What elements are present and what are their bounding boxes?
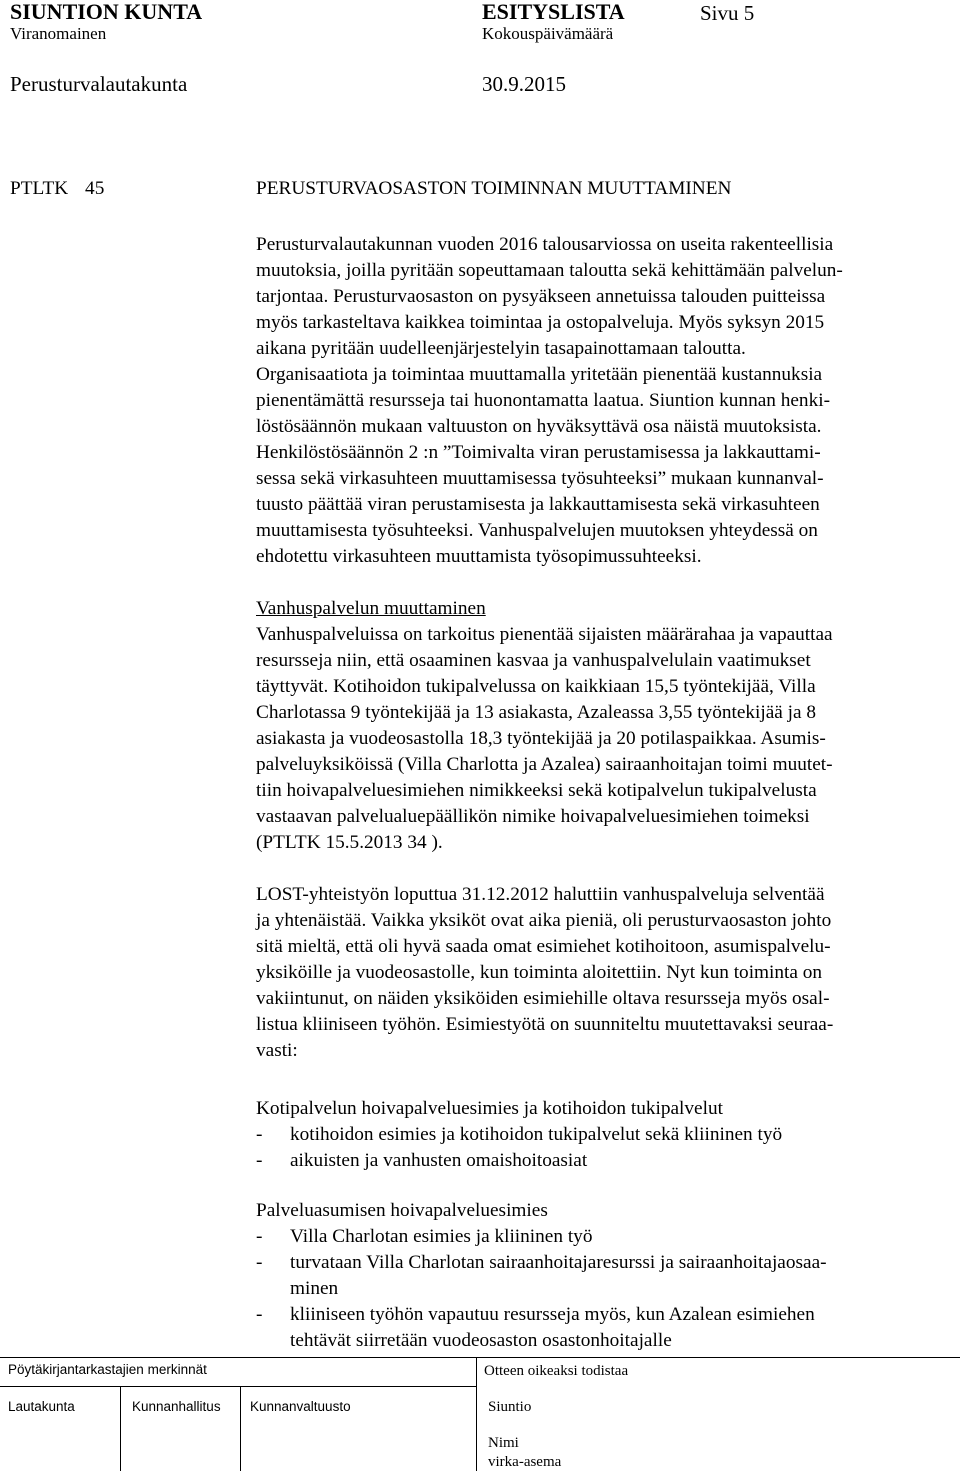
text-line: (PTLTK 15.5.2013 34 ).	[256, 832, 443, 853]
text-line: listua kliiniseen työhön. Esimiestyötä on suunniteltu muutettavaksi seuraa-	[256, 1014, 834, 1035]
footer-left-rule	[0, 1386, 476, 1387]
text-line: Henkilöstösäännön 2 :n ”Toimivalta viran perustamisessa ja lakkauttami-	[256, 442, 821, 463]
list-item: aikuisten ja vanhusten omaishoitoasiat	[290, 1150, 588, 1171]
footer-divider-2	[240, 1386, 241, 1471]
text-line: Charlotassa 9 työntekijää ja 13 asiakasta, Azaleassa 3,55 työntekijää ja 8	[256, 702, 817, 723]
list-item: kotihoidon esimies ja kotihoidon tukipalvelut sekä kliininen työ	[290, 1124, 783, 1145]
agenda-item-code	[10, 176, 104, 202]
text-line: Vanhuspalveluissa on tarkoitus pienentää sijaisten määrärahaa ja vapauttaa	[256, 624, 833, 645]
footer-top-rule	[0, 1357, 960, 1358]
footer-place: Siuntio	[488, 1399, 532, 1415]
list-bullet: -	[256, 1252, 263, 1273]
footer-certified-label: Otteen oikeaksi todistaa	[484, 1363, 629, 1379]
text-line: myös tarkasteltava kaikkea toimintaa ja ostopalveluja. Myös syksyn 2015	[256, 312, 825, 333]
footer-committee-col: Lautakunta	[8, 1399, 75, 1414]
text-line: asiakasta ja vuodeosastolla 18,3 työntekijää ja 20 potilaspaikkaa. Asumis-	[256, 728, 826, 749]
footer-position-label: virka-asema	[488, 1454, 562, 1470]
footer-center-divider	[476, 1357, 477, 1471]
text-line: löstösäännön mukaan valtuuston on hyväksyttävä osa näistä muutoksista.	[256, 416, 822, 437]
organization-name: SIUNTION KUNTA	[10, 0, 203, 24]
text-line: vastaavan palvelualuepäällikön nimike hoivapalveluesimiehen toimeksi	[256, 806, 810, 827]
list-item: turvataan Villa Charlotan sairaanhoitajaresurssi ja sairaanhoitajaosaa-	[290, 1252, 827, 1273]
committee-name: Perusturvalautakunta	[10, 72, 188, 96]
text-line: täyttyvät. Kotihoidon tukipalvelussa on kaikkiaan 15,5 työntekijää, Villa	[256, 676, 816, 697]
list-item-continuation: minen	[290, 1278, 339, 1299]
list-bullet: -	[256, 1124, 263, 1145]
text-line: palveluyksiköissä (Villa Charlotta ja Azalea) sairaanhoitajan toimi muutet-	[256, 754, 833, 775]
footer-council-col: Kunnanvaltuusto	[250, 1399, 351, 1414]
text-line: muuttamisesta työsuhteeksi. Vanhuspalvelujen muutoksen yhteydessä on	[256, 520, 818, 541]
meeting-date-label: Kokouspäivämäärä	[482, 24, 614, 43]
text-line: tiin hoivapalveluesimiehen nimikkeeksi sekä kotipalvelun tukipalvelusta	[256, 780, 817, 801]
document-type: ESITYSLISTA	[482, 0, 625, 24]
text-line: sessa sekä virkasuhteen muuttamisessa työsuhteeksi” mukaan kunnanval-	[256, 468, 824, 489]
list-heading: Palveluasumisen hoivapalveluesimies	[256, 1200, 548, 1221]
text-line: ja yhtenäistää. Vaikka yksiköt ovat aika pieniä, oli perusturvaosaston johto	[256, 910, 832, 931]
list-bullet: -	[256, 1226, 263, 1247]
footer-board-col: Kunnanhallitus	[132, 1399, 221, 1414]
list-bullet: -	[256, 1304, 263, 1325]
section-heading: Vanhuspalvelun muuttaminen	[256, 598, 486, 619]
footer-divider-1	[120, 1386, 121, 1471]
text-line: Perusturvalautakunnan vuoden 2016 talousarviossa on useita rakenteellisia	[256, 234, 834, 255]
text-line: sitä mieltä, että oli hyvä saada omat esimiehet kotihoitoon, asumispalvelu-	[256, 936, 831, 957]
item-code: PTLTK	[10, 178, 69, 199]
list-item: kliiniseen työhön vapautuu resursseja myös, kun Azalean esimiehen	[290, 1304, 815, 1325]
footer-name-label: Nimi	[488, 1435, 519, 1451]
page-number: Sivu 5	[700, 1, 755, 25]
meeting-date: 30.9.2015	[482, 72, 566, 96]
text-line: pienentämättä resursseja tai huonontamatta laatua. Siuntion kunnan henki-	[256, 390, 830, 411]
text-line: tarjontaa. Perusturvaosaston on pysyäkseen annetuissa talouden puitteissa	[256, 286, 826, 307]
list-bullet: -	[256, 1150, 263, 1171]
item-number: 45	[85, 178, 105, 199]
text-line: resursseja niin, että osaaminen kasvaa ja vanhuspalvelulain vaatimukset	[256, 650, 811, 671]
text-line: vasti:	[256, 1040, 298, 1061]
list-item: Villa Charlotan esimies ja kliininen työ	[290, 1226, 593, 1247]
footer-marks-label: Pöytäkirjantarkastajien merkinnät	[8, 1362, 207, 1377]
text-line: muutoksia, joilla pyritään sopeuttamaan taloutta sekä kehittämään palvelun-	[256, 260, 843, 281]
text-line: Organisaatiota ja toimintaa muuttamalla yritetään pienentää kustannuksia	[256, 364, 823, 385]
text-line: vakiintunut, on näiden yksiköiden esimiehille oltava resursseja myös osal-	[256, 988, 830, 1009]
text-line: LOST-yhteistyön loputtua 31.12.2012 haluttiin vanhuspalveluja selventää	[256, 884, 825, 905]
text-line: yksiköille ja vuodeosastolle, kun toiminta aloitettiin. Nyt kun toiminta on	[256, 962, 823, 983]
agenda-item-title: PERUSTURVAOSASTON TOIMINNAN MUUTTAMINEN	[256, 178, 732, 199]
text-line: tuusto päättää viran perustamisesta ja lakkauttamisesta sekä virkasuhteen	[256, 494, 820, 515]
list-heading: Kotipalvelun hoivapalveluesimies ja kotihoidon tukipalvelut	[256, 1098, 723, 1119]
list-item-continuation: tehtävät siirretään vuodeosaston osastonhoitajalle	[290, 1330, 672, 1351]
authority-label: Viranomainen	[10, 24, 107, 43]
text-line: aikana pyritään uudelleenjärjestelyin tasapainottamaan taloutta.	[256, 338, 746, 359]
text-line: ehdotettu virkasuhteen muuttamista työsopimussuhteeksi.	[256, 546, 702, 567]
